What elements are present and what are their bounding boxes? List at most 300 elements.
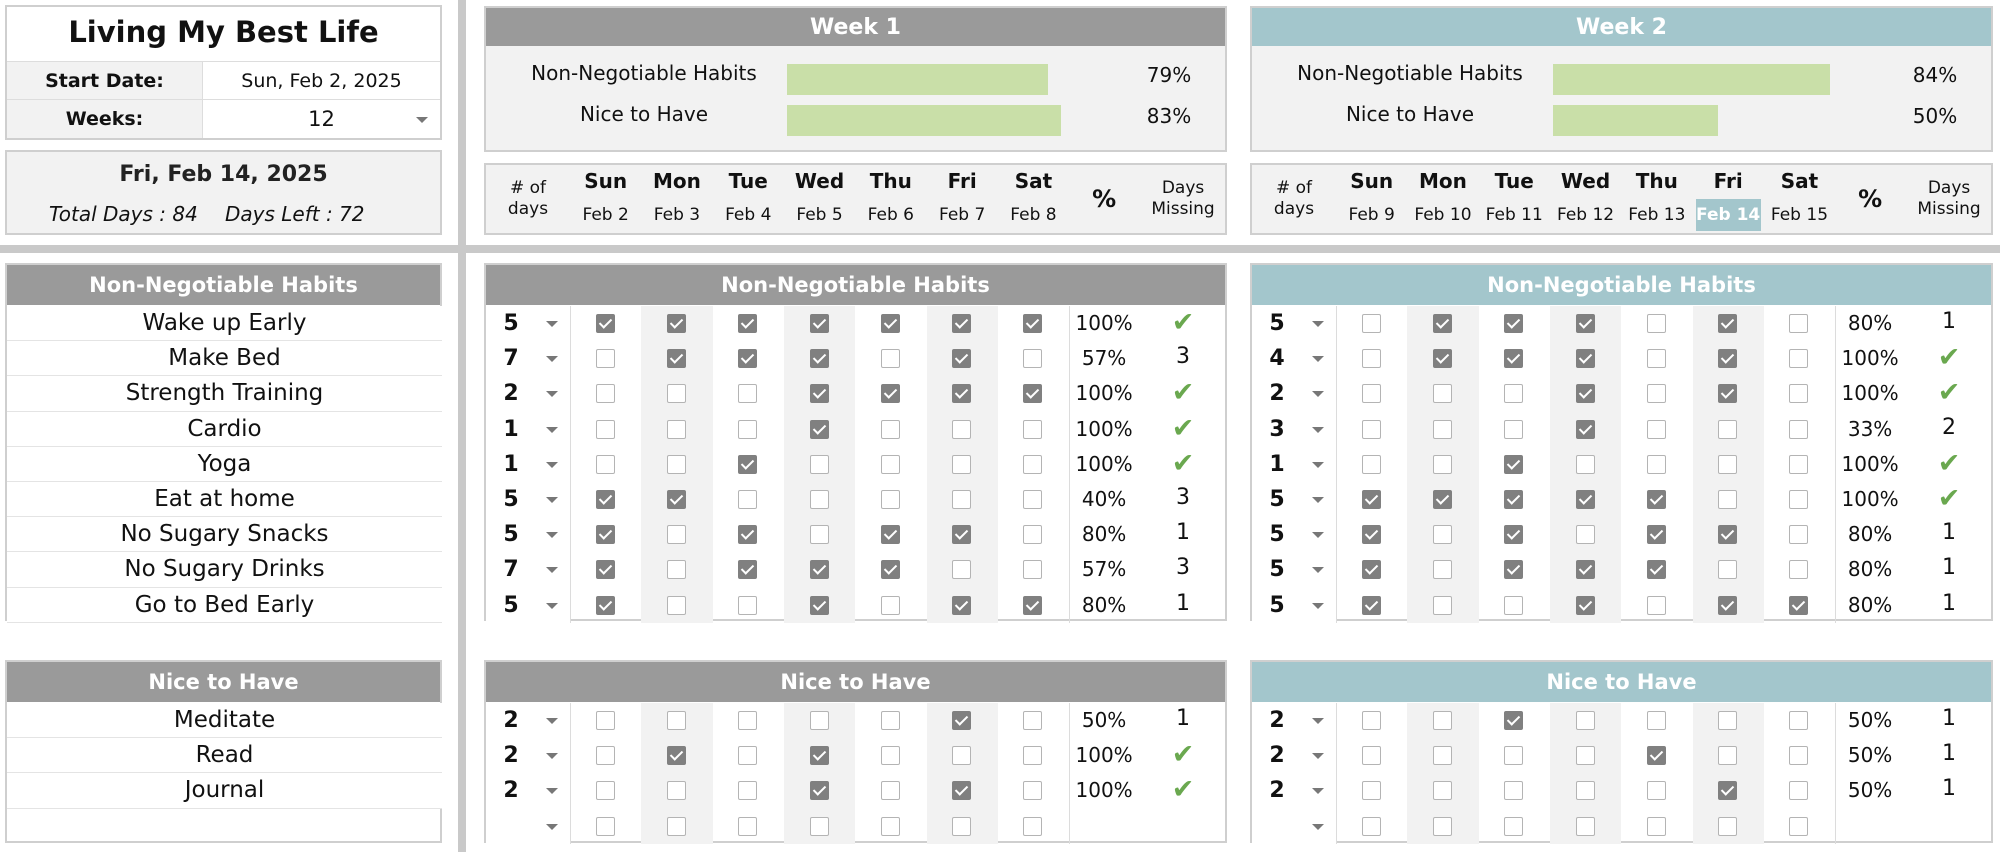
target-value: 7	[503, 346, 519, 372]
day-checkbox[interactable]	[1362, 817, 1381, 836]
num-days-header: # of days	[507, 178, 549, 219]
day-checkbox[interactable]	[1433, 384, 1452, 403]
days-missing-header: Days Missing	[1917, 178, 1981, 219]
day-checkbox[interactable]	[596, 746, 615, 765]
day-checkbox[interactable]	[1362, 596, 1381, 615]
day-checkbox[interactable]	[596, 711, 615, 730]
target-value: 5	[503, 311, 519, 336]
day-checkbox[interactable]	[1718, 384, 1737, 403]
day-checkbox[interactable]	[881, 746, 900, 765]
day-date-today: Feb 14	[1696, 199, 1761, 231]
week-title: Week 1	[486, 8, 1225, 46]
day-checkbox[interactable]	[1433, 711, 1452, 730]
day-checkbox[interactable]	[1023, 746, 1042, 765]
day-checkbox[interactable]	[1023, 781, 1042, 800]
day-checkbox[interactable]	[596, 349, 615, 368]
chevron-down-icon	[546, 753, 558, 759]
day-checkbox[interactable]	[596, 817, 615, 836]
habit-name: Read	[7, 738, 442, 773]
day-checkbox[interactable]	[1433, 420, 1452, 439]
day-checkbox[interactable]	[1504, 560, 1523, 579]
day-checkbox[interactable]	[952, 817, 971, 836]
day-name: Thu	[869, 169, 912, 193]
target-value: 2	[503, 708, 519, 733]
row-percent: 80%	[1847, 592, 1893, 617]
day-checkbox[interactable]	[881, 596, 900, 615]
day-checkbox[interactable]	[596, 560, 615, 579]
days-missing-value: 1	[1176, 520, 1191, 546]
day-checkbox[interactable]	[881, 490, 900, 509]
day-checkbox[interactable]	[1718, 711, 1737, 730]
day-checkbox[interactable]	[1647, 314, 1666, 333]
chevron-down-icon	[1312, 321, 1324, 327]
day-checkbox[interactable]	[952, 711, 971, 730]
day-checkbox[interactable]	[1023, 817, 1042, 836]
day-checkbox[interactable]	[1576, 746, 1595, 765]
day-checkbox[interactable]	[1789, 817, 1808, 836]
summary-label: Nice to Have	[1345, 102, 1475, 126]
day-checkbox[interactable]	[810, 349, 829, 368]
nice-to-have-header: Nice to Have	[486, 662, 1225, 702]
days-missing-value: 3	[1176, 344, 1191, 370]
row-percent: 80%	[1081, 592, 1127, 617]
day-checkbox[interactable]	[1718, 525, 1737, 544]
day-checkbox[interactable]	[1023, 560, 1042, 579]
day-checkbox[interactable]	[667, 420, 686, 439]
day-checkbox[interactable]	[738, 746, 757, 765]
day-checkbox[interactable]	[1647, 490, 1666, 509]
day-checkbox[interactable]	[1789, 525, 1808, 544]
chevron-down-icon	[1312, 753, 1324, 759]
day-name: Tue	[728, 169, 768, 193]
day-checkbox[interactable]	[1433, 560, 1452, 579]
day-checkbox[interactable]	[881, 420, 900, 439]
day-checkbox[interactable]	[1789, 746, 1808, 765]
day-checkbox[interactable]	[1576, 711, 1595, 730]
chevron-down-icon	[1312, 603, 1324, 609]
day-checkbox[interactable]	[810, 560, 829, 579]
day-checkbox[interactable]	[738, 455, 757, 474]
row-percent: 100%	[1075, 416, 1133, 441]
day-checkbox[interactable]	[1504, 455, 1523, 474]
day-checkbox[interactable]	[667, 349, 686, 368]
day-date: Feb 5	[796, 205, 843, 225]
day-checkbox[interactable]	[1718, 455, 1737, 474]
day-checkbox[interactable]	[1504, 314, 1523, 333]
row-percent: 33%	[1847, 416, 1893, 441]
chevron-down-icon	[546, 497, 558, 503]
day-checkbox[interactable]	[738, 560, 757, 579]
chevron-down-icon	[1312, 718, 1324, 724]
day-checkbox[interactable]	[1433, 349, 1452, 368]
day-checkbox[interactable]	[1718, 314, 1737, 333]
day-checkbox[interactable]	[667, 455, 686, 474]
target-value: 2	[503, 743, 519, 769]
num-days-header: # of days	[1273, 178, 1315, 219]
habit-name: Wake up Early	[7, 306, 442, 341]
non-negotiable-header: Non-Negotiable Habits	[1252, 265, 1991, 305]
chevron-down-icon	[1312, 391, 1324, 397]
day-checkbox[interactable]	[738, 420, 757, 439]
day-checkbox[interactable]	[952, 596, 971, 615]
day-checkbox[interactable]	[596, 525, 615, 544]
complete-check-icon: ✔	[1171, 307, 1195, 338]
day-checkbox[interactable]	[596, 314, 615, 333]
day-checkbox[interactable]	[810, 490, 829, 509]
day-date: Feb 4	[725, 205, 772, 225]
day-checkbox[interactable]	[1576, 781, 1595, 800]
day-checkbox[interactable]	[810, 525, 829, 544]
day-checkbox[interactable]	[1504, 711, 1523, 730]
day-checkbox[interactable]	[1362, 455, 1381, 474]
app-title: Living My Best Life	[68, 15, 379, 49]
day-checkbox[interactable]	[881, 455, 900, 474]
target-value: 2	[1269, 381, 1285, 407]
day-checkbox[interactable]	[810, 455, 829, 474]
days-missing-value: 1	[1942, 706, 1957, 731]
chevron-down-icon	[1312, 462, 1324, 468]
day-checkbox[interactable]	[1718, 817, 1737, 836]
day-checkbox[interactable]	[1362, 490, 1381, 509]
day-checkbox[interactable]	[881, 817, 900, 836]
day-checkbox[interactable]	[1576, 314, 1595, 333]
day-checkbox[interactable]	[667, 596, 686, 615]
day-checkbox[interactable]	[1362, 711, 1381, 730]
day-checkbox[interactable]	[1647, 711, 1666, 730]
complete-check-icon: ✔	[1171, 377, 1195, 409]
day-checkbox[interactable]	[738, 314, 757, 333]
chevron-down-icon	[1312, 497, 1324, 503]
day-checkbox[interactable]	[1362, 746, 1381, 765]
day-checkbox[interactable]	[952, 490, 971, 509]
day-checkbox[interactable]	[1023, 525, 1042, 544]
target-value: 7	[503, 557, 519, 583]
days-missing-value: 3	[1176, 485, 1191, 510]
day-checkbox[interactable]	[1023, 349, 1042, 368]
week-title: Week 2	[1252, 8, 1991, 46]
days-left: Days Left : 72	[225, 202, 365, 226]
habit-name: Journal	[7, 773, 442, 808]
day-checkbox[interactable]	[596, 455, 615, 474]
day-checkbox[interactable]	[1647, 525, 1666, 544]
chevron-down-icon	[546, 356, 558, 362]
day-name: Mon	[653, 169, 701, 193]
day-checkbox[interactable]	[1576, 560, 1595, 579]
day-checkbox[interactable]	[738, 781, 757, 800]
row-percent: 50%	[1847, 708, 1893, 732]
day-checkbox[interactable]	[667, 746, 686, 765]
day-checkbox[interactable]	[667, 384, 686, 403]
day-checkbox[interactable]	[810, 596, 829, 615]
target-value: 5	[1269, 487, 1285, 512]
day-name: Sun	[584, 169, 628, 193]
day-checkbox[interactable]	[1504, 817, 1523, 836]
day-checkbox[interactable]	[1362, 314, 1381, 333]
target-value: 5	[503, 522, 519, 548]
days-missing-value: 1	[1942, 309, 1957, 334]
day-checkbox[interactable]	[952, 314, 971, 333]
day-checkbox[interactable]	[1362, 420, 1381, 439]
target-value: 1	[503, 416, 519, 442]
nice-to-have-header: Nice to Have	[7, 662, 440, 702]
day-date: Feb 15	[1770, 205, 1829, 225]
habit-name: Yoga	[7, 447, 442, 482]
day-name: Tue	[1494, 169, 1534, 193]
day-checkbox[interactable]	[810, 384, 829, 403]
day-checkbox[interactable]	[1789, 596, 1808, 615]
complete-check-icon: ✔	[1937, 483, 1961, 514]
day-checkbox[interactable]	[810, 781, 829, 800]
target-value: 2	[1269, 743, 1285, 769]
summary-progress-bar	[1553, 64, 1830, 95]
day-checkbox[interactable]	[667, 490, 686, 509]
target-value: 5	[1269, 592, 1285, 618]
days-missing-value: 1	[1942, 776, 1957, 802]
day-checkbox[interactable]	[1433, 525, 1452, 544]
day-checkbox[interactable]	[1023, 384, 1042, 403]
chevron-down-icon	[546, 788, 558, 794]
day-checkbox[interactable]	[738, 525, 757, 544]
row-percent: 50%	[1847, 778, 1893, 803]
day-checkbox[interactable]	[952, 455, 971, 474]
day-checkbox[interactable]	[881, 711, 900, 730]
row-percent: 80%	[1847, 557, 1893, 582]
day-checkbox[interactable]	[1789, 711, 1808, 730]
day-checkbox[interactable]	[810, 420, 829, 439]
row-percent: 80%	[1847, 311, 1893, 335]
chevron-down-icon	[546, 567, 558, 573]
percent-header: %	[1858, 185, 1883, 213]
day-checkbox[interactable]	[881, 314, 900, 333]
day-checkbox[interactable]	[1504, 525, 1523, 544]
day-checkbox[interactable]	[1362, 349, 1381, 368]
day-checkbox[interactable]	[1718, 781, 1737, 800]
day-checkbox[interactable]	[1647, 349, 1666, 368]
day-checkbox[interactable]	[1362, 525, 1381, 544]
day-checkbox[interactable]	[1023, 490, 1042, 509]
day-checkbox[interactable]	[1504, 384, 1523, 403]
complete-check-icon: ✔	[1937, 447, 1961, 479]
day-checkbox[interactable]	[810, 817, 829, 836]
days-missing-value: 1	[1942, 520, 1957, 546]
complete-check-icon: ✔	[1171, 774, 1195, 806]
complete-check-icon: ✔	[1937, 342, 1961, 374]
day-checkbox[interactable]	[1023, 420, 1042, 439]
day-checkbox[interactable]	[667, 314, 686, 333]
day-name: Sat	[1780, 169, 1819, 193]
day-checkbox[interactable]	[1576, 817, 1595, 836]
day-checkbox[interactable]	[596, 420, 615, 439]
row-percent: 100%	[1841, 346, 1899, 371]
day-checkbox[interactable]	[596, 596, 615, 615]
day-checkbox[interactable]	[1576, 455, 1595, 474]
day-checkbox[interactable]	[738, 817, 757, 836]
summary-progress-bar	[1553, 105, 1718, 136]
day-checkbox[interactable]	[1576, 420, 1595, 439]
day-checkbox[interactable]	[1647, 781, 1666, 800]
row-percent: 50%	[1847, 743, 1893, 768]
day-checkbox[interactable]	[1718, 596, 1737, 615]
day-checkbox[interactable]	[1647, 384, 1666, 403]
complete-check-icon: ✔	[1937, 377, 1961, 409]
days-missing-value: 1	[1176, 706, 1191, 731]
chevron-down-icon	[546, 532, 558, 538]
day-checkbox[interactable]	[667, 781, 686, 800]
day-checkbox[interactable]	[1433, 746, 1452, 765]
day-checkbox[interactable]	[1504, 420, 1523, 439]
row-percent: 100%	[1075, 381, 1133, 406]
day-checkbox[interactable]	[1647, 420, 1666, 439]
day-checkbox[interactable]	[1718, 746, 1737, 765]
today-date: Fri, Feb 14, 2025	[119, 162, 328, 187]
target-value: 5	[1269, 557, 1285, 583]
day-checkbox[interactable]	[738, 349, 757, 368]
day-name: Mon	[1419, 169, 1467, 193]
percent-header: %	[1092, 185, 1117, 213]
day-checkbox[interactable]	[596, 781, 615, 800]
day-checkbox[interactable]	[810, 746, 829, 765]
horizontal-divider	[0, 245, 2000, 253]
start-date-field[interactable]: Sun, Feb 2, 2025	[203, 61, 440, 99]
day-checkbox[interactable]	[1433, 781, 1452, 800]
habit-name: No Sugary Drinks	[7, 552, 442, 587]
day-checkbox[interactable]	[1576, 596, 1595, 615]
day-checkbox[interactable]	[1504, 596, 1523, 615]
day-checkbox[interactable]	[1023, 596, 1042, 615]
days-missing-value: 3	[1176, 555, 1191, 581]
complete-check-icon: ✔	[1171, 412, 1195, 444]
day-checkbox[interactable]	[881, 384, 900, 403]
day-checkbox[interactable]	[881, 525, 900, 544]
column-divider	[570, 306, 571, 623]
day-checkbox[interactable]	[952, 384, 971, 403]
day-checkbox[interactable]	[952, 420, 971, 439]
day-checkbox[interactable]	[1789, 384, 1808, 403]
day-checkbox[interactable]	[738, 711, 757, 730]
day-checkbox[interactable]	[596, 384, 615, 403]
chevron-down-icon	[546, 462, 558, 468]
day-checkbox[interactable]	[1718, 349, 1737, 368]
row-percent: 57%	[1081, 346, 1127, 371]
day-checkbox[interactable]	[952, 349, 971, 368]
day-checkbox[interactable]	[1647, 560, 1666, 579]
day-checkbox[interactable]	[596, 490, 615, 509]
day-checkbox[interactable]	[1647, 455, 1666, 474]
day-checkbox[interactable]	[738, 384, 757, 403]
day-checkbox[interactable]	[1718, 560, 1737, 579]
target-value: 5	[503, 487, 519, 512]
day-date: Feb 10	[1414, 205, 1472, 225]
day-checkbox[interactable]	[881, 560, 900, 579]
days-missing-value: 1	[1942, 555, 1957, 581]
day-checkbox[interactable]	[1576, 490, 1595, 509]
day-checkbox[interactable]	[1647, 746, 1666, 765]
day-checkbox[interactable]	[1647, 817, 1666, 836]
day-checkbox[interactable]	[1504, 490, 1523, 509]
day-checkbox[interactable]	[667, 711, 686, 730]
day-name: Fri	[947, 169, 977, 193]
day-checkbox[interactable]	[1362, 781, 1381, 800]
row-percent: 100%	[1841, 381, 1899, 406]
row-percent: 80%	[1081, 522, 1127, 547]
summary-label: Non-Negotiable Habits	[531, 61, 757, 85]
day-checkbox[interactable]	[1504, 781, 1523, 800]
day-checkbox[interactable]	[1789, 781, 1808, 800]
day-checkbox[interactable]	[667, 817, 686, 836]
total-days: Total Days : 84	[49, 202, 198, 226]
day-checkbox[interactable]	[1504, 349, 1523, 368]
day-checkbox[interactable]	[810, 711, 829, 730]
day-checkbox[interactable]	[881, 781, 900, 800]
day-date: Feb 3	[653, 205, 701, 225]
day-checkbox[interactable]	[738, 596, 757, 615]
day-checkbox[interactable]	[1647, 596, 1666, 615]
habit-name: Meditate	[7, 703, 442, 738]
target-value: 5	[1269, 311, 1285, 336]
day-checkbox[interactable]	[1433, 817, 1452, 836]
day-checkbox[interactable]	[1576, 384, 1595, 403]
row-percent: 100%	[1841, 451, 1899, 476]
day-checkbox[interactable]	[810, 314, 829, 333]
day-checkbox[interactable]	[1023, 314, 1042, 333]
day-date: Feb 7	[938, 205, 986, 225]
day-checkbox[interactable]	[1789, 420, 1808, 439]
day-checkbox[interactable]	[881, 349, 900, 368]
column-divider	[570, 703, 571, 844]
day-checkbox[interactable]	[1433, 596, 1452, 615]
summary-label: Nice to Have	[579, 102, 709, 126]
day-checkbox[interactable]	[1433, 490, 1452, 509]
day-checkbox[interactable]	[738, 490, 757, 509]
day-checkbox[interactable]	[1362, 384, 1381, 403]
day-checkbox[interactable]	[1789, 314, 1808, 333]
day-checkbox[interactable]	[1504, 746, 1523, 765]
day-checkbox[interactable]	[1789, 490, 1808, 509]
days-missing-value: 1	[1176, 590, 1191, 616]
day-checkbox[interactable]	[1789, 349, 1808, 368]
summary-label: Non-Negotiable Habits	[1297, 61, 1523, 85]
chevron-down-icon	[1312, 824, 1324, 830]
chevron-down-icon	[1312, 532, 1324, 538]
target-value: 1	[1269, 451, 1285, 477]
chevron-down-icon	[546, 603, 558, 609]
day-checkbox[interactable]	[667, 525, 686, 544]
day-checkbox[interactable]	[1023, 711, 1042, 730]
day-checkbox[interactable]	[1718, 490, 1737, 509]
day-checkbox[interactable]	[1433, 455, 1452, 474]
day-checkbox[interactable]	[1362, 560, 1381, 579]
day-checkbox[interactable]	[1433, 314, 1452, 333]
chevron-down-icon	[546, 718, 558, 724]
row-percent: 40%	[1081, 487, 1127, 511]
days-missing-value: 1	[1942, 590, 1957, 616]
summary-percent: 84%	[1912, 63, 1958, 87]
nice-to-have-header: Nice to Have	[1252, 662, 1991, 702]
day-checkbox[interactable]	[952, 560, 971, 579]
day-checkbox[interactable]	[1576, 525, 1595, 544]
day-checkbox[interactable]	[1023, 455, 1042, 474]
day-checkbox[interactable]	[1576, 349, 1595, 368]
day-checkbox[interactable]	[952, 781, 971, 800]
summary-percent: 83%	[1146, 104, 1192, 128]
day-checkbox[interactable]	[1718, 420, 1737, 439]
day-checkbox[interactable]	[667, 560, 686, 579]
day-checkbox[interactable]	[952, 746, 971, 765]
day-checkbox[interactable]	[952, 525, 971, 544]
day-checkbox[interactable]	[1789, 560, 1808, 579]
weeks-dropdown[interactable]	[203, 99, 440, 138]
day-checkbox[interactable]	[1789, 455, 1808, 474]
